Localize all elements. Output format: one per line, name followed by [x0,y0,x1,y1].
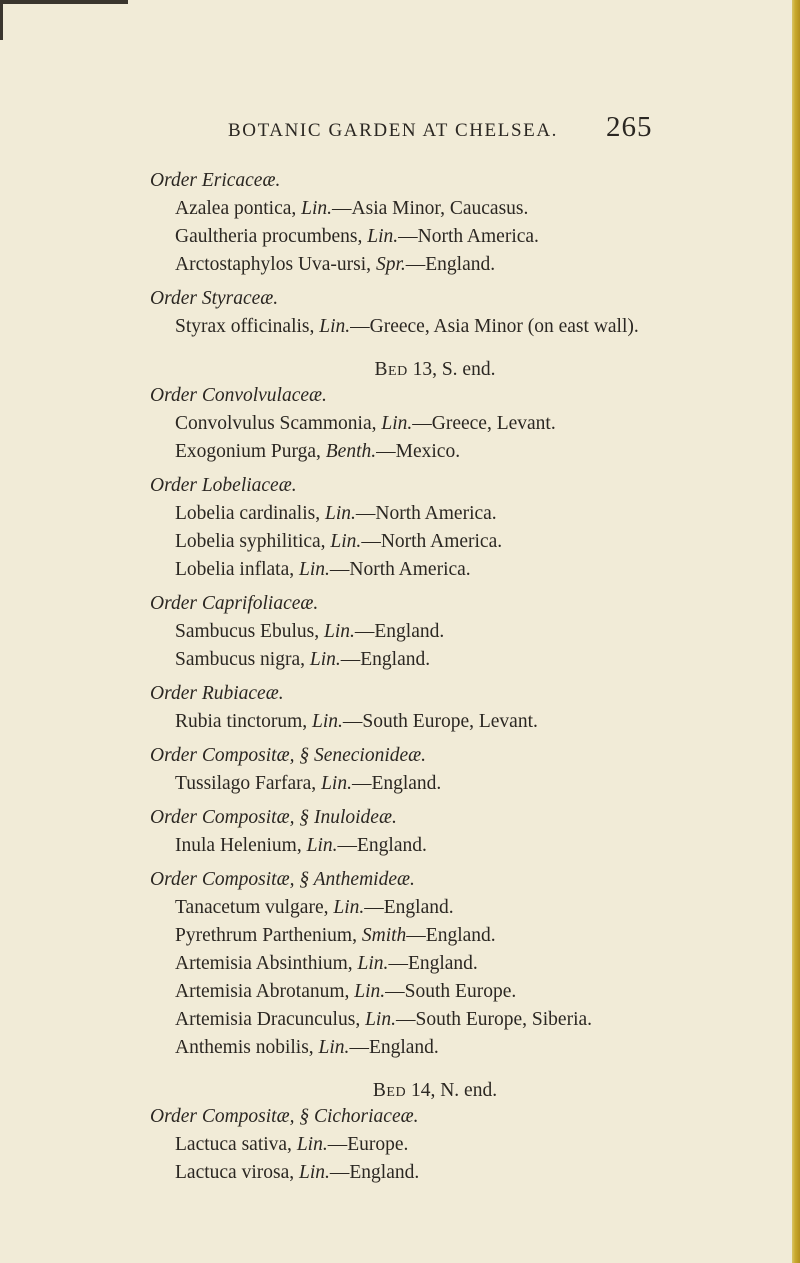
species-author: Lin. [309,649,341,670]
order-heading: Order Ericaceæ. [150,170,281,191]
species-author: Lin. [354,981,386,1002]
species-author: Smith [361,925,407,946]
species-locality: —North America. [398,226,539,247]
species-entry [175,834,780,858]
species-name: Arctostaphylos Uva-ursi, [175,254,372,275]
species-author: Lin. [319,316,351,337]
species-locality: —England. [337,835,427,856]
species-list [150,412,780,464]
bed-location: 13, S. end. [412,359,496,380]
species-list [150,772,780,796]
species-list [150,710,780,734]
species-locality: —South Europe. [385,981,517,1002]
species-author: Lin. [298,1162,330,1183]
species-name: Sambucus nigra, [175,649,305,670]
species-entry [175,952,780,976]
species-entry [175,710,780,734]
species-entry [175,772,780,796]
species-entry [175,530,780,554]
species-entry [175,502,780,526]
species-entry [175,896,780,920]
species-locality: —England. [351,773,442,794]
species-author: Lin. [321,773,352,794]
species-entry [175,1036,780,1060]
species-entry [175,1161,780,1185]
species-name: Lactuca virosa, [175,1162,295,1183]
species-author: Lin. [323,621,355,642]
species-locality: —England. [405,254,496,275]
species-author: Lin. [301,198,333,219]
species-locality: —North America. [329,559,471,580]
order-heading: Order Compositæ, § Inuloideæ. [150,807,397,828]
species-name: Convolvulus Scammonia, [175,413,377,434]
species-name: Sambucus Ebulus, [175,621,320,642]
species-entry [175,225,780,249]
species-locality: —Asia Minor, Caucasus. [332,198,529,219]
page-body [150,169,780,1185]
species-name: Pyrethrum Parthenium, [175,925,357,946]
species-list [150,1133,780,1185]
order-heading: Order Compositæ, § Senecionideæ. [150,745,427,766]
species-author: Lin. [367,226,399,247]
species-locality: —South Europe, Siberia. [395,1009,593,1030]
bed-label: Bed [374,359,408,380]
species-locality: —North America. [361,531,503,552]
bed-label: Bed [372,1080,407,1101]
species-entry [175,1008,780,1032]
species-author: Lin. [296,1134,328,1155]
species-entry [175,980,780,1004]
species-author: Benth. [325,441,377,462]
species-locality: —England. [340,649,431,670]
species-author: Lin. [312,711,343,732]
species-list [150,834,780,858]
species-entry [175,1133,780,1157]
species-entry [175,648,780,672]
species-entry [175,315,780,339]
order-heading: Order Compositæ, § Cichoriaceæ. [150,1106,419,1127]
running-head: BOTANIC GARDEN AT CHELSEA. [228,120,559,141]
species-entry [175,412,780,436]
bed-heading [150,358,780,382]
order-heading: Order Styraceæ. [150,288,279,309]
species-name: Tanacetum vulgare, [175,897,329,918]
species-author: Lin. [330,531,362,552]
species-name: Azalea pontica, [175,198,297,219]
species-name: Lobelia inflata, [175,559,295,580]
species-author: Lin. [333,897,365,918]
species-author: Spr. [375,254,406,275]
page-number: 265 [606,111,653,143]
species-author: Lin. [365,1009,396,1030]
order-heading: Order Compositæ, § Anthemideæ. [150,869,415,890]
species-name: Inula Helenium, [175,835,302,856]
species-author: Lin. [324,503,356,524]
species-name: Styrax officinalis, [175,316,315,337]
species-list [150,502,780,582]
species-list [150,197,780,277]
order-heading: Order Rubiaceæ. [150,683,284,704]
species-list [150,315,780,339]
species-locality: —England. [364,897,454,918]
species-name: Anthemis nobilis, [175,1037,314,1058]
species-entry [175,440,780,464]
species-name: Artemisia Abrotanum, [175,981,350,1002]
species-entry [175,620,780,644]
species-author: Lin. [357,953,389,974]
species-name: Gaultheria procumbens, [175,226,363,247]
species-locality: —England. [388,953,478,974]
species-author: Lin. [306,835,338,856]
species-locality: —England. [329,1162,420,1183]
scan-edge-right [792,0,800,1263]
species-entry [175,253,780,277]
species-author: Lin. [381,413,413,434]
species-locality: —England. [354,621,445,642]
species-name: Artemisia Absinthium, [175,953,353,974]
species-author: Lin. [299,559,330,580]
species-name: Lactuca sativa, [175,1134,292,1155]
order-heading: Order Caprifoliaceæ. [150,593,319,614]
species-name: Artemisia Dracunculus, [175,1009,361,1030]
species-list [150,620,780,672]
species-name: Rubia tinctorum, [175,711,308,732]
species-locality: —England. [349,1037,439,1058]
species-entry [175,924,780,948]
species-name: Tussilago Farfara, [175,773,317,794]
species-locality: —Greece, Levant. [412,413,556,434]
bed-heading [150,1079,780,1103]
species-locality: —North America. [355,503,497,524]
species-name: Exogonium Purga, [175,441,321,462]
species-locality: —Mexico. [376,441,461,462]
order-heading: Order Convolvulaceæ. [150,385,327,406]
species-locality: —Greece, Asia Minor (on east wall). [350,316,639,337]
species-locality: —Europe. [327,1134,409,1155]
species-name: Lobelia cardinalis, [175,503,321,524]
species-author: Lin. [318,1037,350,1058]
order-heading: Order Lobeliaceæ. [150,475,297,496]
species-locality: —England. [406,925,496,946]
bed-location: 14, N. end. [410,1080,498,1101]
species-entry [175,197,780,221]
species-locality: —South Europe, Levant. [342,711,538,732]
species-entry [175,558,780,582]
species-name: Lobelia syphilitica, [175,531,326,552]
species-list [150,896,780,1060]
